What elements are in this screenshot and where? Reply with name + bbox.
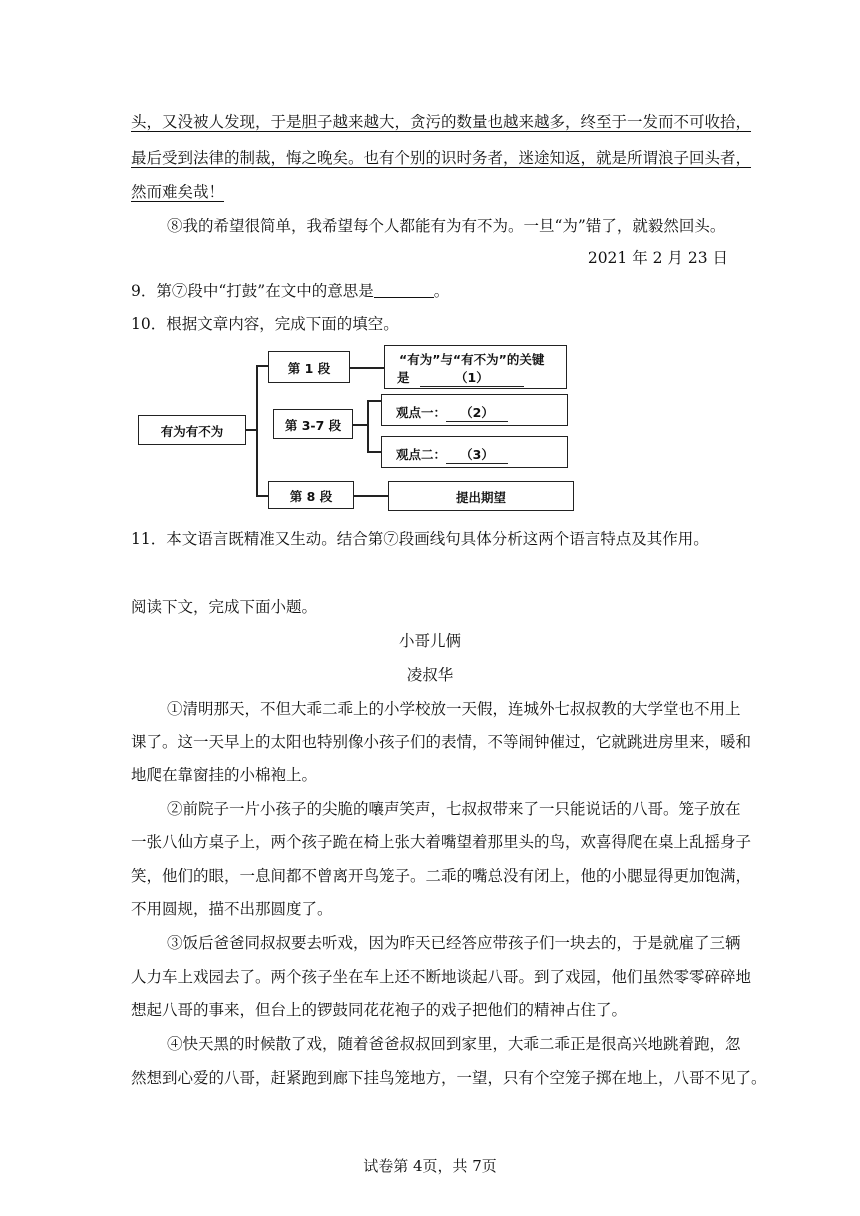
article-author: 凌叔华	[406, 666, 454, 684]
page-footer: 试卷第 4页，共 7页	[363, 1157, 497, 1175]
view-2-row: 观点二： （3）	[396, 445, 508, 464]
segment-2-label: 第 3-7 段	[284, 418, 342, 433]
connector-line	[354, 495, 388, 497]
article-line: ③饭后爸爸同叔叔要去听戏，因为昨天已经答应带孩子们一块去的，于是就雇了三辆	[167, 934, 741, 952]
structure-diagram	[136, 343, 576, 515]
segment-1-box	[268, 351, 350, 383]
answer-blank[interactable]	[374, 283, 434, 298]
connector-line	[256, 365, 268, 367]
article-line: ①清明那天，不但大乖二乖上的小学校放一天假，连城外七叔叔教的大学堂也不用上	[167, 700, 741, 718]
question-9: 9．第⑦段中“打鼓”在文中的意思是 。	[131, 282, 450, 300]
article-line: 想起八哥的事来，但台上的锣鼓同花花袍子的戏子把他们的精神占住了。	[131, 1001, 628, 1019]
question-11: 11．本文语言既精准又生动。结合第⑦段画线句具体分析这两个语言特点及其作用。	[131, 530, 709, 548]
segment-1-label: 第 1 段	[287, 361, 331, 376]
connector-line	[256, 495, 268, 497]
view-2-box	[381, 436, 568, 468]
connector-line	[367, 400, 381, 402]
segment-2-box	[273, 409, 353, 439]
article-line: 不用圆规，描不出那圆度了。	[131, 900, 333, 918]
blank-2[interactable]: （2）	[446, 403, 508, 422]
bracket-line	[256, 365, 258, 495]
blank-1[interactable]: （1）	[420, 368, 524, 387]
paragraph-8: ⑧我的希望很简单，我希望每个人都能有为有不为。一旦“为”错了，就毅然回头。	[167, 217, 726, 235]
connector-line	[353, 424, 367, 426]
bracket-line	[367, 400, 369, 452]
date-line: 2021 年 2 月 23 日	[587, 249, 728, 267]
view-1-box	[381, 394, 568, 426]
key-box	[384, 345, 567, 389]
diagram-root-label: 有为有不为	[160, 424, 224, 439]
connector-line	[367, 451, 381, 453]
article-line: 然想到心爱的八哥，赶紧跑到廊下挂鸟笼地方，一望，只有个空笼子掷在地上，八哥不见了。	[131, 1069, 767, 1087]
article-line: 人力车上戏园去了。两个孩子坐在车上还不断地谈起八哥。到了戏园，他们虽然零零碎碎地	[131, 968, 752, 986]
passage-line: 然而难矣哉！	[131, 183, 225, 201]
hope-box	[388, 481, 574, 511]
connector-line	[350, 367, 384, 369]
passage-line: 头，又没被人发现，于是胆子越来越大，贪污的数量也越来越多，终至于一发而不可收拾，	[131, 113, 752, 131]
article-line: ②前院子一片小孩子的尖脆的嚷声笑声，七叔叔带来了一只能说话的八哥。笼子放在	[167, 800, 741, 818]
article-line: 一张八仙方桌子上，两个孩子跪在椅上张大着嘴望着那里头的鸟，欢喜得爬在桌上乱摇身子	[131, 833, 752, 851]
question-10: 10．根据文章内容，完成下面的填空。	[131, 315, 399, 333]
article-title: 小哥儿俩	[398, 632, 461, 650]
article-line: 地爬在靠窗挂的小棉袍上。	[131, 766, 318, 784]
reading-intro: 阅读下文，完成下面小题。	[131, 598, 318, 616]
key-text: “有为”与“有不为”的关键	[399, 352, 545, 367]
blank-3[interactable]: （3）	[446, 445, 508, 464]
article-line: 笑，他们的眼，一息间都不曾离开鸟笼子。二乖的嘴总没有闭上，他的小腮显得更加饱满，	[131, 867, 752, 885]
article-line: 课了。这一天早上的太阳也特别像小孩子们的表情，不等闹钟催过，它就跳进房里来，暖和	[131, 733, 752, 751]
view-1-row: 观点一： （2）	[396, 403, 508, 422]
key-blank-row: 是 （1）	[397, 368, 524, 387]
article-line: ④快天黑的时候散了戏，随着爸爸叔叔回到家里，大乖二乖正是很高兴地跳着跑，忽	[167, 1035, 741, 1053]
hope-label: 提出期望	[455, 490, 506, 505]
segment-3-label: 第 8 段	[289, 489, 333, 504]
diagram-root-box	[138, 415, 246, 445]
segment-3-box	[268, 481, 354, 509]
passage-line: 最后受到法律的制裁，悔之晚矣。也有个别的识时务者，迷途知返，就是所谓浪子回头者，	[131, 149, 752, 167]
